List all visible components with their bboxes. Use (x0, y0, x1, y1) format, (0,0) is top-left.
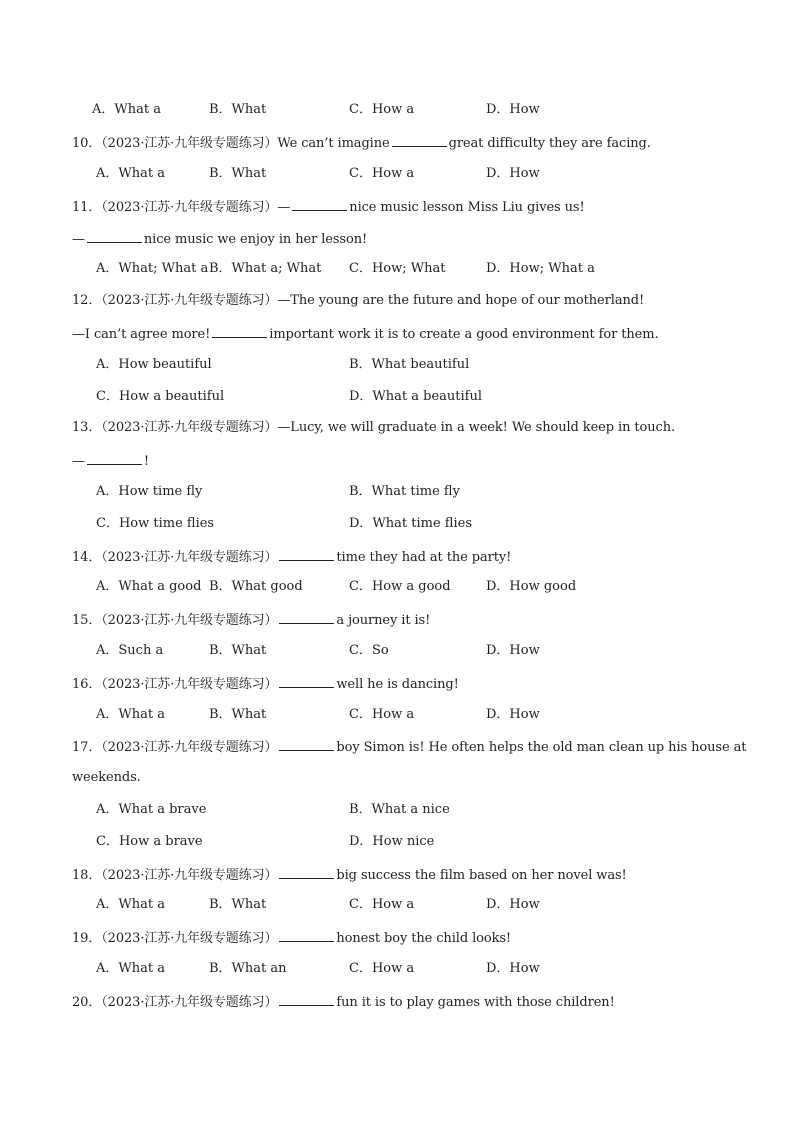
option-a[interactable]: A．How beautiful (96, 357, 212, 372)
question-text: boy Simon is! He often helps the old man clean up his house at (336, 740, 747, 755)
question-12-line2 (72, 325, 659, 343)
question-text: nice music we enjoy in her lesson! (143, 232, 368, 247)
question-text: 10．（2023·江苏·九年级专题练习）We can’t imagine (72, 136, 390, 151)
option-d[interactable]: D．How; What a (486, 261, 595, 276)
question-text: fun it is to play games with those children! (336, 995, 615, 1010)
question-13-stem (72, 420, 675, 436)
option-c[interactable]: C．How a good (349, 579, 451, 594)
question-text: 15．（2023·江苏·九年级专题练习） (72, 613, 278, 628)
option-b[interactable]: B．What (209, 897, 267, 912)
option-b[interactable]: B．What beautiful (349, 357, 470, 372)
question-text: a journey it is! (336, 613, 431, 628)
answer-blank[interactable] (279, 611, 334, 624)
question-17-line2 (72, 770, 141, 786)
option-c[interactable]: C．How a brave (96, 834, 203, 849)
question-text: —I can’t agree more! (72, 327, 211, 342)
option-d[interactable]: D．How (486, 643, 540, 658)
option-b[interactable]: B．What a; What (209, 261, 322, 276)
question-18-stem (72, 866, 627, 884)
question-17-stem (72, 738, 746, 756)
answer-blank[interactable] (87, 230, 142, 243)
answer-blank[interactable] (392, 134, 447, 147)
answer-blank[interactable] (212, 325, 267, 338)
question-text: important work it is to create a good environment for them. (269, 327, 659, 342)
option-c[interactable]: C．How a beautiful (96, 389, 225, 404)
option-c[interactable]: C．So (349, 643, 389, 658)
question-text: well he is dancing! (336, 677, 459, 692)
option-b[interactable]: B．What (209, 102, 267, 117)
question-11-stem (72, 198, 585, 216)
question-text: — (72, 454, 85, 469)
option-d[interactable]: D．How (486, 102, 540, 117)
option-a[interactable]: A．What a (96, 961, 165, 976)
option-a[interactable]: A．Such a (96, 643, 164, 658)
question-20-stem (72, 993, 615, 1011)
option-a[interactable]: A．What a brave (96, 802, 207, 817)
option-d[interactable]: D．How (486, 897, 540, 912)
question-text: 13．（2023·江苏·九年级专题练习）—Lucy, we will graduate in a week! We should keep in touch. (72, 420, 675, 435)
option-b[interactable]: B．What (209, 707, 267, 722)
question-text: 19．（2023·江苏·九年级专题练习） (72, 931, 278, 946)
question-15-stem (72, 611, 430, 629)
question-text: 14．（2023·江苏·九年级专题练习） (72, 550, 278, 565)
option-c[interactable]: C．How a (349, 707, 415, 722)
question-text: big success the film based on her novel was! (336, 868, 627, 883)
option-c[interactable]: C．How a (349, 166, 415, 181)
question-text: 12．（2023·江苏·九年级专题练习）—The young are the future and hope of our motherland! (72, 293, 645, 308)
option-b[interactable]: B．What a nice (349, 802, 450, 817)
question-10-stem (72, 134, 651, 152)
option-a[interactable]: A．What a (96, 707, 165, 722)
option-c[interactable]: C．How a (349, 897, 415, 912)
question-11-line2 (72, 230, 367, 248)
option-a[interactable]: A．What a (92, 102, 161, 117)
option-b[interactable]: B．What good (209, 579, 303, 594)
option-c[interactable]: C．How a (349, 102, 415, 117)
answer-blank[interactable] (292, 198, 347, 211)
question-text: 20．（2023·江苏·九年级专题练习） (72, 995, 278, 1010)
question-19-stem (72, 929, 511, 947)
question-13-line2 (72, 452, 149, 470)
answer-blank[interactable] (279, 929, 334, 942)
option-d[interactable]: D．What time flies (349, 516, 472, 531)
answer-blank[interactable] (279, 866, 334, 879)
option-b[interactable]: B．What an (209, 961, 287, 976)
question-12-stem (72, 293, 644, 309)
question-text: weekends. (72, 770, 141, 785)
option-d[interactable]: D．How nice (349, 834, 435, 849)
option-b[interactable]: B．What time fly (349, 484, 460, 499)
option-b[interactable]: B．What (209, 166, 267, 181)
question-16-stem (72, 675, 459, 693)
option-a[interactable]: A．What a good (96, 579, 202, 594)
option-d[interactable]: D．How (486, 166, 540, 181)
option-d[interactable]: D．How (486, 961, 540, 976)
option-a[interactable]: A．How time fly (96, 484, 203, 499)
answer-blank[interactable] (279, 738, 334, 751)
option-c[interactable]: C．How time flies (96, 516, 215, 531)
question-14-stem (72, 548, 511, 566)
answer-blank[interactable] (279, 548, 334, 561)
option-d[interactable]: D．How good (486, 579, 577, 594)
option-a[interactable]: A．What; What a (96, 261, 209, 276)
option-a[interactable]: A．What a (96, 166, 165, 181)
option-c[interactable]: C．How; What (349, 261, 446, 276)
question-text: — (72, 232, 85, 247)
option-d[interactable]: D．What a beautiful (349, 389, 483, 404)
option-c[interactable]: C．How a (349, 961, 415, 976)
question-text: 11．（2023·江苏·九年级专题练习）— (72, 200, 291, 215)
answer-blank[interactable] (279, 993, 334, 1006)
option-d[interactable]: D．How (486, 707, 540, 722)
question-text: 18．（2023·江苏·九年级专题练习） (72, 868, 278, 883)
question-text: honest boy the child looks! (336, 931, 512, 946)
question-text: 17．（2023·江苏·九年级专题练习） (72, 740, 278, 755)
option-a[interactable]: A．What a (96, 897, 165, 912)
question-text: great difficulty they are facing. (448, 136, 651, 151)
answer-blank[interactable] (279, 675, 334, 688)
option-b[interactable]: B．What (209, 643, 267, 658)
question-text: nice music lesson Miss Liu gives us! (349, 200, 585, 215)
answer-blank[interactable] (87, 452, 142, 465)
question-text: ! (143, 454, 150, 469)
question-text: time they had at the party! (336, 550, 512, 565)
question-text: 16．（2023·江苏·九年级专题练习） (72, 677, 278, 692)
